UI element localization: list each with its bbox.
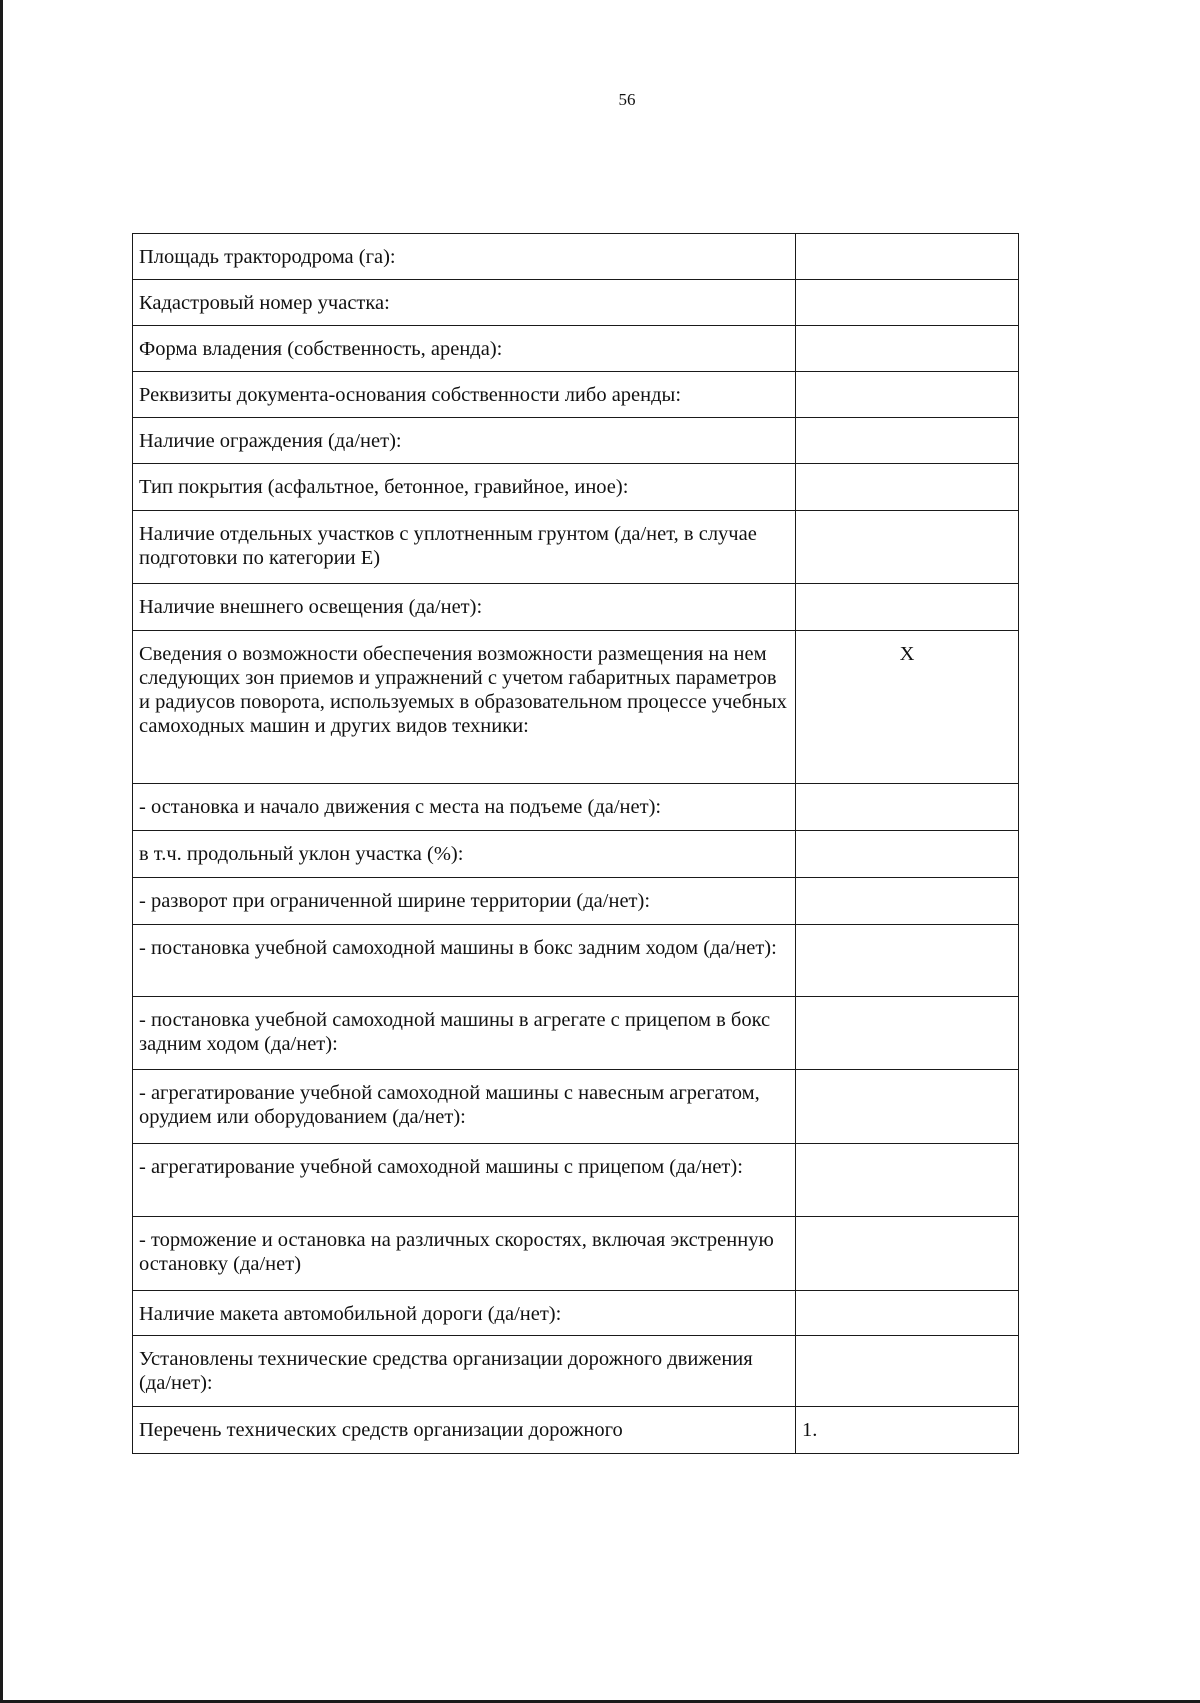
row-value [796,372,1019,418]
row-label: Кадастровый номер участка: [133,280,796,326]
row-value [796,878,1019,925]
row-label: - агрегатирование учебной самоходной машины с навесным агрегатом, орудием или оборудованием (да/нет): [133,1070,796,1144]
row-value [796,418,1019,464]
row-label: - остановка и начало движения с места на подъеме (да/нет): [133,784,796,831]
table-row [133,1144,1019,1217]
row-label: Форма владения (собственность, аренда): [133,326,796,372]
table-row [133,997,1019,1070]
table-row [133,831,1019,878]
row-value [796,280,1019,326]
table-row [133,464,1019,511]
table-row [133,326,1019,372]
table-row [133,1291,1019,1336]
tractor-ground-info-table [132,233,1019,1454]
row-value [796,925,1019,997]
table-row [133,784,1019,831]
row-value [796,1291,1019,1336]
row-value [796,784,1019,831]
row-label: Реквизиты документа-основания собственности либо аренды: [133,372,796,418]
row-value [796,1336,1019,1407]
page-number: 56 [618,90,636,109]
table-row [133,280,1019,326]
table-row [133,631,1019,784]
table-row [133,1070,1019,1144]
row-value [796,1070,1019,1144]
row-value [796,1144,1019,1217]
table-row [133,878,1019,925]
row-label: Наличие отдельных участков с уплотненным грунтом (да/нет, в случае подготовки по категории Е) [133,511,796,584]
table-row [133,1407,1019,1454]
row-value: Х [796,631,1019,784]
row-value [796,464,1019,511]
table-row [133,234,1019,280]
row-value [796,997,1019,1070]
row-label: - постановка учебной самоходной машины в агрегате с прицепом в бокс задним ходом (да/нет): [133,997,796,1070]
row-value [796,511,1019,584]
row-label: Тип покрытия (асфальтное, бетонное, гравийное, иное): [133,464,796,511]
row-label: в т.ч. продольный уклон участка (%): [133,831,796,878]
table-row [133,925,1019,997]
scan-left-edge [0,0,3,1703]
table-row [133,1217,1019,1291]
row-label: Сведения о возможности обеспечения возможности размещения на нем следующих зон приемов и упражнений с учетом габаритных параметров и радиусов поворота, используемых в образовательном процессе учебных самоходных машин и других видов техники: [133,631,796,784]
row-label: Установлены технические средства организации дорожного движения (да/нет): [133,1336,796,1407]
row-label: - разворот при ограниченной ширине территории (да/нет): [133,878,796,925]
row-label: Площадь трактородрома (га): [133,234,796,280]
row-value [796,584,1019,631]
row-label: Наличие внешнего освещения (да/нет): [133,584,796,631]
row-value [796,1217,1019,1291]
row-value [796,326,1019,372]
table-row [133,418,1019,464]
row-value [796,831,1019,878]
table-row [133,1336,1019,1407]
row-label: Перечень технических средств организации дорожного [133,1407,796,1454]
row-label: Наличие ограждения (да/нет): [133,418,796,464]
table-row [133,511,1019,584]
row-label: - постановка учебной самоходной машины в бокс задним ходом (да/нет): [133,925,796,997]
row-value: 1. [796,1407,1019,1454]
row-value [796,234,1019,280]
table-row [133,584,1019,631]
row-label: - торможение и остановка на различных скоростях, включая экстренную остановку (да/нет) [133,1217,796,1291]
table-row [133,372,1019,418]
row-label: - агрегатирование учебной самоходной машины с прицепом (да/нет): [133,1144,796,1217]
row-label: Наличие макета автомобильной дороги (да/нет): [133,1291,796,1336]
